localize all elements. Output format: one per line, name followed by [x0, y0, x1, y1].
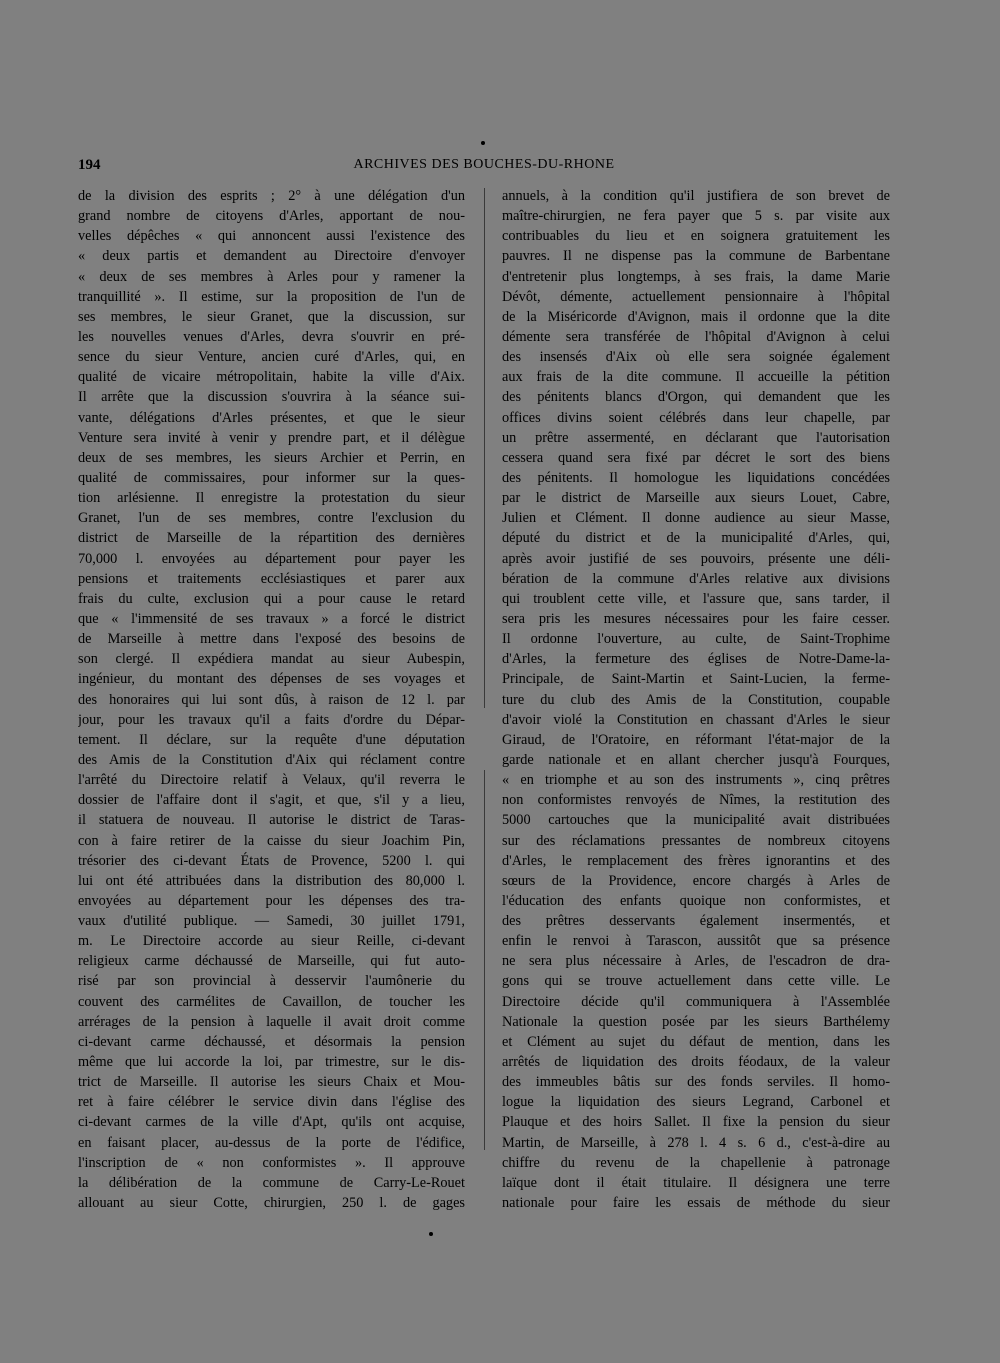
text-line: il statuera de nouveau. Il autorise le district de Taras- [78, 812, 465, 829]
text-line: contribuables du lieu et en soignera gratuitement les [502, 228, 890, 245]
text-line: frais du culte, exclusion qui a pour cause le retard [78, 590, 465, 607]
right-text-column [502, 186, 890, 1213]
text-line: qualité de vicaire métropolitain, habite la ville d'Aix. [78, 369, 465, 386]
text-line: religieux carme déchaussé de Marseille, qui fut auto- [78, 953, 465, 970]
text-line: ture du club des Amis de la Constitution, coupable [502, 691, 890, 708]
text-line: vaux d'utilité publique. — Samedi, 30 juillet 1791, [78, 913, 465, 930]
text-line: ingénieur, du montant des dépenses de ses voyages et [78, 671, 465, 688]
text-line: m. Le Directoire accorde au sieur Reille, ci-devant [78, 933, 465, 950]
column-divider-lower [484, 770, 485, 1150]
text-line: tement. Il déclare, sur la requête d'une députation [78, 731, 465, 748]
text-line: « deux de ses membres à Arles pour y ramener la [78, 268, 465, 285]
text-line: offices divins soient célébrés dans leur chapelle, par [502, 409, 890, 426]
text-line: qui troublent cette ville, et l'assure que, sans tarder, il [502, 590, 890, 607]
text-line: con à faire retirer de la caisse du sieur Joachim Pin, [78, 832, 465, 849]
text-line: d'avoir violé la Constitution en chassant d'Arles le sieur [502, 711, 890, 728]
text-line: 70,000 l. envoyées au département pour payer les [78, 550, 465, 567]
text-line: sur des réclamations pressantes de nombreux citoyens [502, 832, 890, 849]
text-line: nationale pour faire les essais de méthode du sieur [502, 1195, 890, 1212]
text-line: arrérages de la pension à laquelle il avait droit comme [78, 1013, 465, 1030]
text-line: son clergé. Il expédiera mandat au sieur Aubespin, [78, 651, 465, 668]
text-line: ci-devant carmes de la ville d'Apt, qu'ils ont acquise, [78, 1114, 465, 1131]
text-line: Principale, de Saint-Martin et Saint-Lucien, la ferme- [502, 671, 890, 688]
text-line: sence du sieur Venture, ancien curé d'Arles, qui, en [78, 349, 465, 366]
text-line: pauvres. Il ne dispense pas la commune de Barbentane [502, 248, 890, 265]
text-line: jour, pour les travaux qu'il a faits d'ordre du Dépar- [78, 711, 465, 728]
text-line: Martin, de Marseille, à 278 l. 4 s. 6 d., c'est-à-dire au [502, 1134, 890, 1151]
text-line: en faisant placer, au-dessus de la porte de l'édifice, [78, 1134, 465, 1151]
text-line: trésorier des ci-devant États de Provence, 5200 l. qui [78, 852, 465, 869]
text-line: envoyées au département pour les dépenses des tra- [78, 892, 465, 909]
text-line: des immeubles bâtis sur des fonds serviles. Il homo- [502, 1074, 890, 1091]
text-line: Il arrête que la discussion s'ouvrira à la séance sui- [78, 389, 465, 406]
text-line: deux de ses membres, les sieurs Archier et Perrin, en [78, 449, 465, 466]
text-line: des Amis de la Constitution d'Aix qui réclament contre [78, 751, 465, 768]
text-line: logue la liquidation des sieurs Legrand, Carbonel et [502, 1094, 890, 1111]
text-line: sœurs de la Providence, encore chargés à Arles de [502, 872, 890, 889]
text-line: « deux partis et demandent au Directoire d'envoyer [78, 248, 465, 265]
text-line: trict de Marseille. Il autorise les sieurs Chaix et Mou- [78, 1074, 465, 1091]
text-line: grand nombre de citoyens d'Arles, apportant de nou- [78, 208, 465, 225]
text-line: Nationale la question posée par les sieurs Barthélemy [502, 1013, 890, 1030]
text-line: de la division des esprits ; 2° à une délégation d'un [78, 188, 465, 204]
text-line: par le district de Marseille aux sieurs Louet, Cabre, [502, 490, 890, 507]
text-line: arrêtés de liquidation des droits féodaux, de la valeur [502, 1054, 890, 1071]
text-line: Plauque et des hoirs Sallet. Il fixe la pension du sieur [502, 1114, 890, 1131]
text-line: et Clément au sujet du défaut de mention, dans les [502, 1033, 890, 1050]
text-line: dossier de l'affaire dont il s'agit, et que, s'il y a lieu, [78, 792, 465, 809]
page-number: 194 [78, 157, 101, 173]
text-line: Granet, l'un de ses membres, contre l'exclusion du [78, 510, 465, 527]
text-line: allouant au sieur Cotte, chirurgien, 250 l. de gages [78, 1195, 465, 1212]
text-line: Dévôt, démente, actuellement pensionnaire à l'hôpital [502, 288, 890, 305]
text-line: ses membres, le sieur Granet, que la discussion, sur [78, 308, 465, 325]
text-line: laïque dont il était titulaire. Il désignera une terre [502, 1174, 890, 1191]
left-text-column [78, 186, 465, 1213]
text-line: sera pris les mesures nécessaires pour les faire cesser. [502, 610, 890, 627]
text-line: cessera quand sera fixé par décret le sort des biens [502, 449, 890, 466]
text-line: lui ont été attribuées dans la distribution des 80,000 l. [78, 872, 465, 889]
text-line: ret à faire célébrer le service divin dans l'église des [78, 1094, 465, 1111]
running-title: ARCHIVES DES BOUCHES-DU-RHONE [353, 157, 615, 172]
text-line: démente sera transférée de l'hôpital d'Avignon à celui [502, 328, 890, 345]
text-line: annuels, à la condition qu'il justifiera de son brevet de [502, 188, 890, 204]
text-line: maître-chirurgien, ne fera payer que 5 s. par visite aux [502, 208, 890, 225]
page-header [78, 157, 890, 181]
text-line: tranquillité ». Il estime, sur la proposition de l'un de [78, 288, 465, 305]
text-line: non conformistes renvoyés de Nîmes, la restitution des [502, 792, 890, 809]
text-line: que « l'immensité de ses travaux » a forcé le district [78, 610, 465, 627]
text-line: velles dépêches « qui annoncent aussi l'existence des [78, 228, 465, 245]
text-line: Julien et Clément. Il donne audience au sieur Masse, [502, 510, 890, 527]
text-line: député du district et de la municipalité d'Arles, qui, [502, 530, 890, 547]
text-line: l'arrêté du Directoire relatif à Velaux, qu'il reverra le [78, 772, 465, 789]
text-line: d'Arles, le remplacement des frères ignorantins et des [502, 852, 890, 869]
text-line: la délibération de la commune de Carry-Le-Rouet [78, 1174, 465, 1191]
text-line: ne sera plus nécessaire à Arles, de l'escadron de dra- [502, 953, 890, 970]
text-line: de la Miséricorde d'Avignon, mais il ordonne que la dite [502, 308, 890, 325]
text-line: pensions et traitements ecclésiastiques et parer aux [78, 570, 465, 587]
text-line: « en triomphe et au son des instruments », cinq prêtres [502, 772, 890, 789]
text-line: Venture sera invité à venir y prendre part, et il délègue [78, 429, 465, 446]
text-line: Directoire décide qu'il communiquera à l'Assemblée [502, 993, 890, 1010]
text-line: de Marseille à mettre dans l'exposé des besoins de [78, 631, 465, 648]
text-line: gons qui se trouve actuellement dans cette ville. Le [502, 973, 890, 990]
text-line: des pénitents. Il homologue les liquidations concédées [502, 469, 890, 486]
text-line: les nouvelles venues d'Arles, devra s'ouvrir en pré- [78, 328, 465, 345]
text-line: aux frais de la dite commune. Il accueille la pétition [502, 369, 890, 386]
text-line: risé par son provincial à desservir l'aumônerie du [78, 973, 465, 990]
text-line: Giraud, de l'Oratoire, en réformant l'état-major de la [502, 731, 890, 748]
text-line: d'Arles, la fermeture des églises de Notre-Dame-la- [502, 651, 890, 668]
column-divider-upper [484, 188, 485, 708]
text-line: des pénitents blancs d'Orgon, qui demandent que les [502, 389, 890, 406]
page-speck-bottom [429, 1232, 433, 1236]
text-line: des prêtres desservants également insermentés, et [502, 913, 890, 930]
text-line: un prêtre assermenté, en déclarant que l'autorisation [502, 429, 890, 446]
text-line: des insensés d'Aix où elle sera soignée également [502, 349, 890, 366]
text-line: l'éducation des enfants quoique non conformistes, et [502, 892, 890, 909]
text-line: même que lui accorde la loi, par trimestre, sur le dis- [78, 1054, 465, 1071]
text-line: après avoir justifié de ses pouvoirs, présente une déli- [502, 550, 890, 567]
text-line: district de Marseille de la répartition des dernières [78, 530, 465, 547]
text-line: bération de la commune d'Arles relative aux divisions [502, 570, 890, 587]
text-line: l'inscription de « non conformistes ». Il approuve [78, 1154, 465, 1171]
text-line: Il ordonne l'ouverture, au culte, de Saint-Trophime [502, 631, 890, 648]
text-line: 5000 cartouches que la municipalité avait distribuées [502, 812, 890, 829]
text-line: ci-devant carme déchaussé, et désormais la pension [78, 1033, 465, 1050]
page-speck-top [481, 141, 485, 145]
text-line: des honoraires qui lui sont dûs, à raison de 12 l. par [78, 691, 465, 708]
text-line: qualité de commissaires, pour informer sur la ques- [78, 469, 465, 486]
text-line: tion arlésienne. Il enregistre la protestation du sieur [78, 490, 465, 507]
text-line: d'entretenir plus longtemps, à ses frais, la dame Marie [502, 268, 890, 285]
text-line: chiffre du revenu de la chapellenie à patronage [502, 1154, 890, 1171]
text-line: couvent des carmélites de Cavaillon, de toucher les [78, 993, 465, 1010]
text-line: vante, délégations d'Arles présentes, et que le sieur [78, 409, 465, 426]
text-line: garde nationale et en allant chercher jusqu'à Fourques, [502, 751, 890, 768]
text-line: enfin le renvoi à Tarascon, aussitôt que sa présence [502, 933, 890, 950]
